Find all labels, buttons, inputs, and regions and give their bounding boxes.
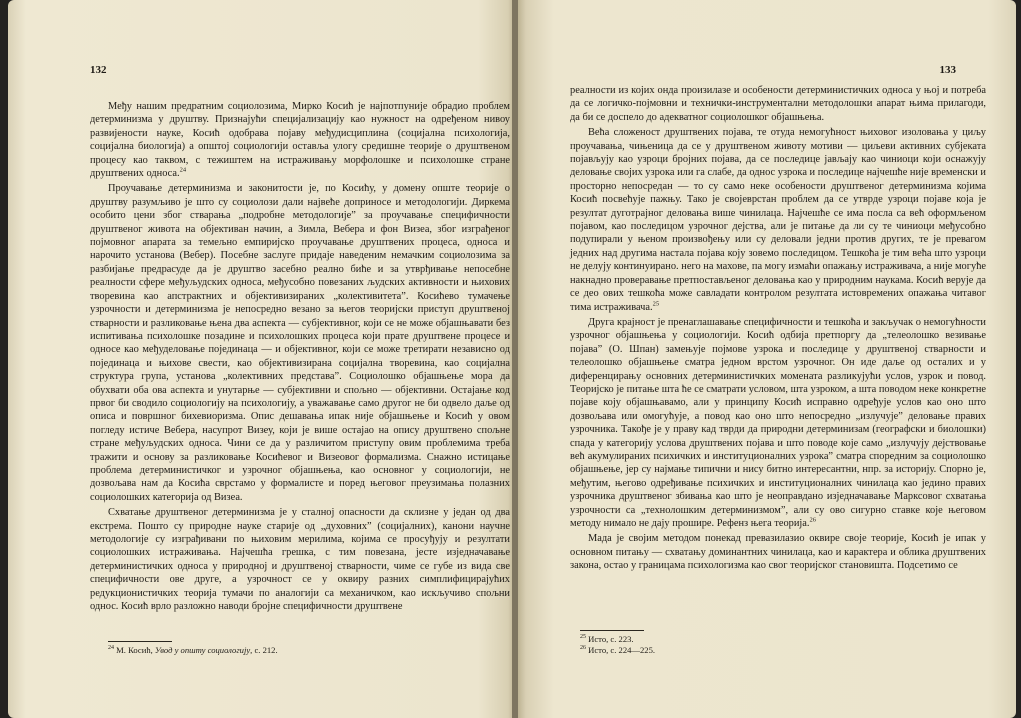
footnote	[580, 634, 960, 645]
footnote-author: М. Косић,	[116, 645, 155, 655]
paragraph: реалности из којих онда произилазе и особености детерминистичких односа у њој и потреба да се логичко-појмовни и технички-инструментални методолошки апарат њима прилагоди, да би се доспело до адекватног социолошког објашњења.	[570, 85, 986, 123]
footnote-marker: 26	[809, 516, 817, 524]
paragraph-text: Друга крајност је пренаглашавање специфичности и тешкоћа и закључак о немогућности узрочног објашњења у социологији. Косић одбија претпоргу да „телеолошко везивање појава” (О. Шпан) замењује појмове узрока и последице у друштвеној стварности и телеолошко објашњење сматра једном врстом узрочног. Он иде даље од осталих и у диференцирању основних детерминистичких момената разликујући услов, узрок и повод. Теоријско је питање шта ће се сматрати условом, шта узроком, а шта поводом неке конкретне појаве коју објашњавамо, али у принципу Косић исправно одређује услов као оно што дозвољава или омогућује, а повод као оно што непосредно „излучује” деловање правих узрочника. Такође је у праву кад тврди да природни детерминизам (географски и биолошки) спада у категорију услова друштвених појава и што поводе које само „излучују дејствовање већ акумулираних психичких и институционалних узрока” сматра споредним за социолошко објашњење, јер су најмање типични и нису битно интересантни, нпр. за историју. Спорно је, међутим, његово одређивање психичких и институционалних чинилаца као једино правих узрочника друштвеног збивања као што је неоправдано изједначавање Марксовог схватања узрочности са „технолошким детерминизмом”, али су ово сигурно ставке које његовом методу нимало не дају прошире. Рефенз њега теорија.	[570, 316, 986, 529]
left-page-body	[90, 100, 510, 613]
footnote-number: 26	[580, 645, 586, 652]
left-page	[8, 0, 514, 718]
footnote-text: Исто, с. 224—225.	[588, 645, 656, 655]
right-page-body	[570, 84, 986, 573]
footnote-text: Исто, с. 223.	[588, 634, 634, 644]
footnote-marker: 25	[652, 300, 660, 308]
footnote	[108, 645, 488, 656]
footnotes-left	[108, 645, 488, 656]
footnotes-right	[580, 634, 960, 656]
footnote-rule	[108, 641, 172, 642]
paragraph	[570, 316, 986, 531]
paragraph	[90, 100, 510, 180]
page-number-left: 132	[90, 64, 107, 76]
paragraph-text: Међу нашим предратним социолозима, Мирко Косић је најпотпуније обрадио проблем детерминизма у друштву. Признајући специјализацију као нужност на одређеном нивоу развијености науке, Косић одобрава појаву међудисциплина (социјална психологија, социјална биологија) а општој социологији оставља улогу средишне теорије о друштвеном процесу као таквом, с тежиштем на истраживању морфолошке и психолошке стране друштвених односа.	[90, 101, 510, 180]
footnote-number: 24	[108, 645, 114, 652]
footnote-page: , с. 212.	[250, 645, 278, 655]
footnote-number: 25	[580, 634, 586, 641]
page-number-right: 133	[939, 64, 956, 76]
footnote	[580, 645, 960, 656]
paragraph: Проучавање детерминизма и законитости је, по Косићу, у домену опште теорије о друштву разумљиво је што су социолози дали највеће доприносе и методологији. Диркема особито цени због стварања „подробне методологије” за проучавање специфичности друштвеног живота на објективан начин, а Зимла, Вебера и фон Визеа, због изграђеног појмовног апарата за темељно емпиријско проучавање друштвених процеса, односа и нарочито установа (Вебер). Посебне заслуге придаје наведеним немачким социолозима за разбијање предрасуде да је друштво засебно реално биће и за утврђивање непосебне реалности сфере међуљудских односа, међусобно повезаних људских активности и њихових творевина као апстрактних и објективизираних „колективитета”. Косићево тумачење узрочности и детерминизма је непосредно везано за његов теоријски приступ друштвеној стварности и разликовање њена два аспекта — субјективног, који се не може објашњавати без испитивања психолошке позадине и психолошких процеса који прате друштвене процесе и односе као међуделовање појединаца — и објективног, који се може третирати независно од појединаца и њихове свести, као објективизирана социјална творевина, као социјална структура група, установа „колективних представа”. Социолошко објашњење мора да обухвати оба ова аспекта и унутарње — субјективни и спољно — објективни. Остајање код првог би сводило социологију на психологију, а уважавање само другог не би одвело даље од описа и површног бихевиоризма. Опис дешавања ипак није објашњење и Косић у овом погледу истиче Вебера, насупрот Визеу, који је више остајао на опису друштвено спољне стране међуљудских односа. Чини се да у различитом приступу овим проблемима треба тражити и основу за разликовање Косићевог и Визеовог формализма. Снажно истицање проблема детерминистичког и узрочног објашњења, као основног у социологији, не дозвољава нам да Косића сврстамо у формалисте и поред његовог преузимања полазних социолошких категорија од Визеа.	[90, 183, 510, 503]
paragraph-text: Већа сложеност друштвених појава, те отуда немогућност њиховог изоловања у циљу проучавања, чињеница да се у друштвеном животу мотиви — циљеви активних субјеката појављују као узроци бројних појава, да се последице јављају као чиниоци који оснажују деловање својих узрока или га слабе, да однос узрока и последице најчешће није временски и просторно непосредан — то су само неке особености друштвеног детерминизма којима Косић посвећује пажњу. Тако је својеврстан проблем да се утврде узроци појаве која је резултат дуготрајног деловања више чинилаца. Најчешће се има посла са већ оформљеном појавом, као последицом узрочног дејства, али је питање да ли су те чиниоци међусобно подупирали у њеном произвођењу или су деловали једни против других, те је превагом једних над другима настала појава коју зовемо последицом. Тешкоћа је тим већа што узроци не делују континуирано. него на махове, па могу измаћи опажању истраживача, а није могуће накнадно проверавање претпостављеног деловања као у природним наукама. Косић верује да се део ових тешкоћа може савладати контролом резултата истовремених опажања читавог тима истраживача.	[570, 127, 986, 313]
paragraph: Схватање друштвеног детерминизма је у сталној опасности да склизне у један од два екстрема. Пошто су природне науке старије од „духовних” (социјалних), канони научне методологије су изграђивани по њиховим мерилима, којима се просуђују и резултати социолошких истраживања. Најчешћа грешка, с тим повезана, јесте изједначавање детерминистичких односа у природној и друштвеној стварности, чиме се губе из вида све специфичности ове друге, а узрочност се у оквиру разних симплифицирајућих редукционистичких теорија тумачи по аналогији са механичком, као искључиво спољни однос. Косић врло разложно наводи бројне специфичности друштвене	[90, 507, 510, 613]
paragraph	[570, 126, 986, 314]
footnote-rule	[580, 630, 644, 631]
paragraph: Мада је својим методом понекад превазилазио оквире своје теорије, Косић је ипак у основном питању — схватању доминантних чинилаца, као и карактера и облика друштвених закона, остао у границама психологизма као свог теоријског становишта. Подсетимо се	[570, 533, 986, 572]
footnote-title: Увод у општу социологију	[154, 645, 251, 655]
footnote-marker: 24	[179, 166, 187, 174]
right-page	[518, 0, 1016, 718]
